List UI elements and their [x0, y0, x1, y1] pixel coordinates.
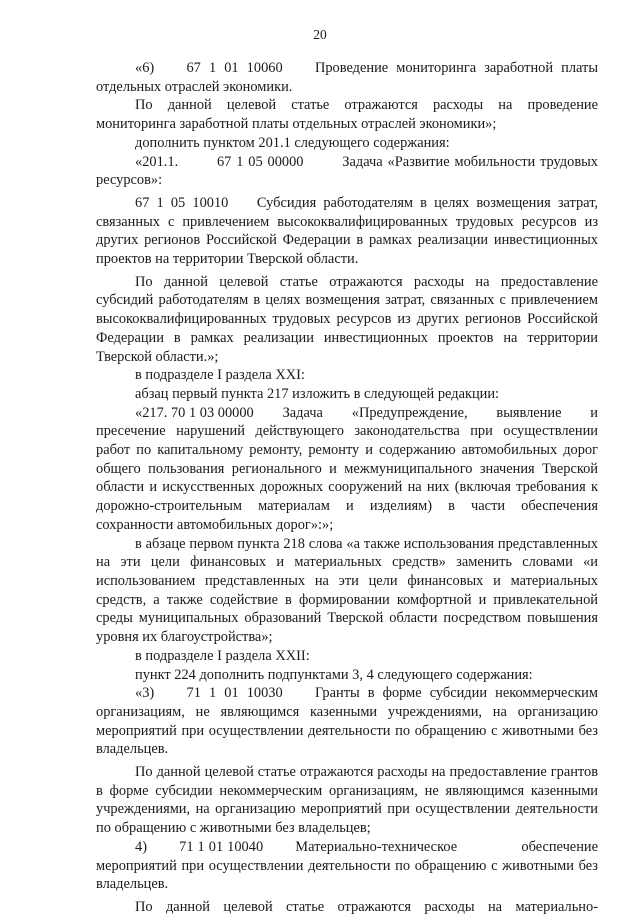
paragraph-item-218: в абзаце первом пункта 218 слова «а также использования представленных на эти цели финансовых и материальных средств» заменить словами «и использованием представленных на эти цели финансовых и материальных средств, а также содействие в формировании комфортной и привлекательной среды муниципальных образований Тверской области посредством повышения уровня их благоустройства»;: [96, 535, 602, 646]
paragraph-instruction: в подразделе I раздела XXI:: [135, 367, 305, 384]
paragraph-item-201-1: «201.1. 67 1 05 00000 Задача «Развитие мобильности трудовых ресурсов»:: [96, 153, 602, 189]
paragraph-item-4-description: По данной целевой статье отражаются расходы на материально-: [135, 898, 598, 915]
paragraph-subsidy: 67 1 05 10010 Субсидия работодателям в целях возмещения затрат, связанных с привлечением высококвалифицированных трудовых ресурсов из других регионов Российской Федерации в рамках реализации инвестиционных проектов на территории Тверской области.: [96, 194, 602, 268]
page-number: 20: [313, 27, 327, 42]
paragraph-instruction: абзац первый пункта 217 изложить в следующей редакции:: [135, 385, 500, 402]
paragraph-item-3-description: По данной целевой статье отражаются расходы на предоставление грантов в форме субсидии некоммерческим организациям, не являющимся казенными учреждениями, на организацию мероприятий при осуществлении деятельности по обращению с животными без владельцев;: [96, 764, 602, 837]
paragraph-instruction: дополнить пунктом 201.1 следующего содержания:: [135, 134, 450, 151]
paragraph-subsidy-description: По данной целевой статье отражаются расходы на предоставление субсидий работодателям в целях возмещения затрат, связанных с привлечением высококвалифицированных трудовых ресурсов из других регионов Российской Федерации в рамках реализации инвестиционных проектов на территории Тверской области.»;: [96, 273, 602, 365]
paragraph-item-6-description: По данной целевой статье отражаются расходы на проведение мониторинга заработной платы отдельных отраслей экономики»;: [96, 97, 602, 133]
paragraph-item-6: «6) 67 1 01 10060 Проведение мониторинга заработной платы отдельных отраслей экономики.: [96, 60, 602, 95]
paragraph-instruction: в подразделе I раздела XXII:: [135, 647, 310, 664]
document-body: [96, 59, 602, 917]
paragraph-instruction: пункт 224 дополнить подпунктами 3, 4 следующего содержания:: [135, 666, 533, 683]
paragraph-item-4: 4) 71 1 01 10040 Материально-техническое обеспечение мероприятий при осуществлении деятельности по обращению с животными без владельцев.: [96, 838, 602, 893]
paragraph-item-217: «217. 70 1 03 00000 Задача «Предупреждение, выявление и пресечение нарушений действующего законодательства при осуществлении работ по капитальному ремонту, ремонту и содержанию автомобильных дорог общего пользования регионального и межмуниципального значения Тверской области и искусственных дорожных сооружений на них (включая требования к дорожно-строительным материалам и изделиям) в части обеспечения сохранности автомобильных дорог»:»;: [96, 404, 602, 533]
paragraph-item-3: «3) 71 1 01 10030 Гранты в форме субсидии некоммерческим организациям, не являющимся казенными учреждениями, на организацию мероприятий при осуществлении деятельности по обращению с животными без владельцев.: [96, 685, 602, 758]
